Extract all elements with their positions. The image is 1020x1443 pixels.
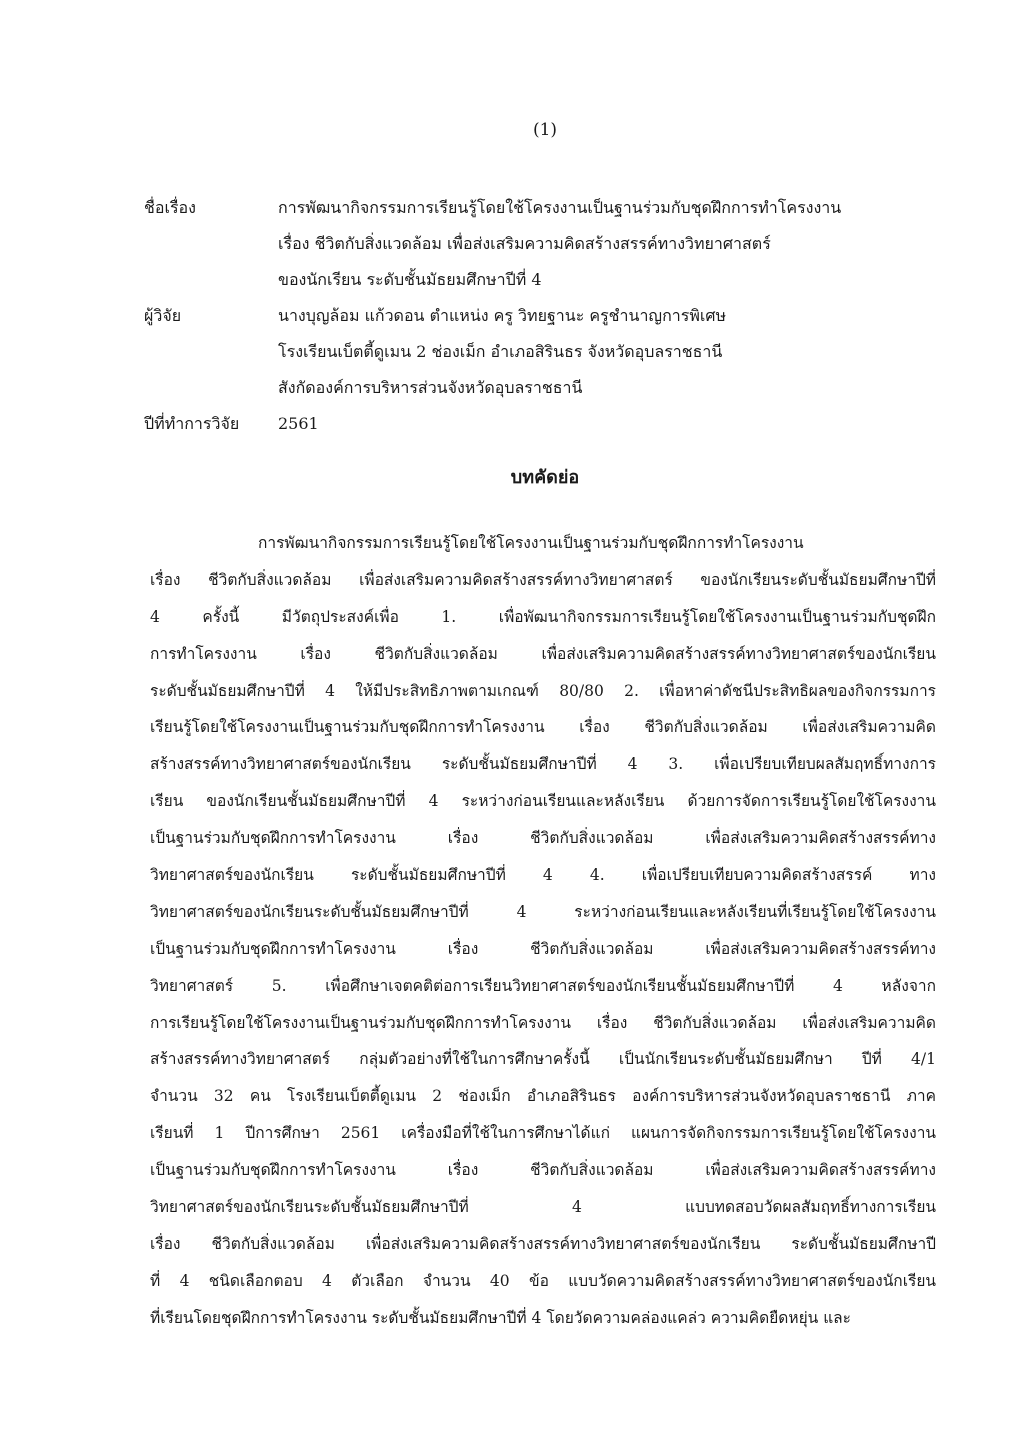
researcher-label: ผู้วิจัย xyxy=(144,306,182,325)
abstract-line: วิทยาศาสตร์ของนักเรียน ระดับชั้นมัธยมศึกษาปีที่ 4 4. เพื่อเปรียบเทียบความคิดสร้างสรรค์ ทาง xyxy=(150,866,936,885)
abstract-line: วิทยาศาสตร์ 5. เพื่อศึกษาเจตคติต่อการเรียนวิทยาศาสตร์ของนักเรียนชั้นมัธยมศึกษาปีที่ 4 หลังจาก xyxy=(150,976,936,995)
abstract-line: เรียนรู้โดยใช้โครงงานเป็นฐานร่วมกับชุดฝึกการทำโครงงาน เรื่อง ชีวิตกับสิ่งแวดล้อม เพื่อส่งเสริมความคิด xyxy=(150,718,936,737)
document-metadata xyxy=(144,190,944,442)
title-line: การพัฒนากิจกรรมการเรียนรู้โดยใช้โครงงานเป็นฐานร่วมกับชุดฝึกการทำโครงงาน xyxy=(278,198,842,217)
researcher-row xyxy=(144,298,944,406)
title-line: ของนักเรียน ระดับชั้นมัธยมศึกษาปีที่ 4 xyxy=(278,270,542,289)
abstract-line: การทำโครงงาน เรื่อง ชีวิตกับสิ่งแวดล้อม เพื่อส่งเสริมความคิดสร้างสรรค์ทางวิทยาศาสตร์ของนักเรียน xyxy=(150,644,936,663)
abstract-line: จำนวน 32 คน โรงเรียนเบ็ตตี้ดูเมน 2 ช่องเม็ก อำเภอสิรินธร องค์การบริหารส่วนจังหวัดอุบลราชธานี ภาค xyxy=(150,1087,936,1106)
abstract-line: การเรียนรู้โดยใช้โครงงานเป็นฐานร่วมกับชุดฝึกการทำโครงงาน เรื่อง ชีวิตกับสิ่งแวดล้อม เพื่อส่งเสริมความคิด xyxy=(150,1013,936,1032)
year-label: ปีที่ทำการวิจัย xyxy=(144,414,240,433)
year-row xyxy=(144,406,944,442)
abstract-line: สร้างสรรค์ทางวิทยาศาสตร์ของนักเรียน ระดับชั้นมัธยมศึกษาปีที่ 4 3. เพื่อเปรียบเทียบผลสัมฤทธิ์ทางการ xyxy=(150,755,936,774)
abstract-line: ที่ 4 ชนิดเลือกตอบ 4 ตัวเลือก จำนวน 40 ข้อ แบบวัดความคิดสร้างสรรค์ทางวิทยาศาสตร์ของนักเรียน xyxy=(150,1271,936,1290)
year-line: 2561 xyxy=(278,414,319,433)
year-value xyxy=(278,406,944,442)
abstract-line: การพัฒนากิจกรรมการเรียนรู้โดยใช้โครงงานเป็นฐานร่วมกับชุดฝึกการทำโครงงาน xyxy=(258,534,804,552)
title-value xyxy=(278,190,944,298)
abstract-line: สร้างสรรค์ทางวิทยาศาสตร์ กลุ่มตัวอย่างที่ใช้ในการศึกษาครั้งนี้ เป็นนักเรียนระดับชั้นมัธยมศึกษา ปีที่ 4/1 xyxy=(150,1050,936,1069)
abstract-line: ที่เรียนโดยชุดฝึกการทำโครงงาน ระดับชั้นมัธยมศึกษาปีที่ 4 โดยวัดความคล่องแคล่ว ความคิดยืดหยุ่น และ xyxy=(150,1308,852,1327)
abstract-line: เรื่อง ชีวิตกับสิ่งแวดล้อม เพื่อส่งเสริมความคิดสร้างสรรค์ทางวิทยาศาสตร์ ของนักเรียนระดับชั้นมัธยมศึกษาปีที่ xyxy=(150,570,936,589)
abstract-line: วิทยาศาสตร์ของนักเรียนระดับชั้นมัธยมศึกษาปีที่ 4 แบบทดสอบวัดผลสัมฤทธิ์ทางการเรียน xyxy=(150,1198,936,1217)
abstract-line: วิทยาศาสตร์ของนักเรียนระดับชั้นมัธยมศึกษาปีที่ 4 ระหว่างก่อนเรียนและหลังเรียนที่เรียนรู้โดยใช้โครงงาน xyxy=(150,902,936,921)
abstract-line: เรียน ของนักเรียนชั้นมัธยมศึกษาปีที่ 4 ระหว่างก่อนเรียนและหลังเรียน ด้วยการจัดการเรียนรู้โดยใช้โครงงาน xyxy=(150,792,936,811)
researcher-line: สังกัดองค์การบริหารส่วนจังหวัดอุบลราชธานี xyxy=(278,378,583,397)
researcher-line: นางบุญล้อม แก้วดอน ตำแหน่ง ครู วิทยฐานะ ครูชำนาญการพิเศษ xyxy=(278,306,727,325)
researcher-line: โรงเรียนเบ็ตตี้ดูเมน 2 ช่องเม็ก อำเภอสิรินธร จังหวัดอุบลราชธานี xyxy=(278,342,723,361)
researcher-value xyxy=(278,298,944,406)
abstract-line: เรียนที่ 1 ปีการศึกษา 2561 เครื่องมือที่ใช้ในการศึกษาได้แก่ แผนการจัดกิจกรรมการเรียนรู้โดยใช้โครงงาน xyxy=(150,1124,936,1143)
abstract-line: 4 ครั้งนี้ มีวัตถุประสงค์เพื่อ 1. เพื่อพัฒนากิจกรรมการเรียนรู้โดยใช้โครงงานเป็นฐานร่วมกับชุดฝึก xyxy=(150,607,936,626)
abstract-body xyxy=(150,525,936,1337)
page-number: (1) xyxy=(532,120,558,140)
abstract-line: เรื่อง ชีวิตกับสิ่งแวดล้อม เพื่อส่งเสริมความคิดสร้างสรรค์ทางวิทยาศาสตร์ของนักเรียน ระดับชั้นมัธยมศึกษาปี xyxy=(150,1234,936,1253)
abstract-line: เป็นฐานร่วมกับชุดฝึกการทำโครงงาน เรื่อง ชีวิตกับสิ่งแวดล้อม เพื่อส่งเสริมความคิดสร้างสรรค์ทาง xyxy=(150,829,936,848)
title-row xyxy=(144,190,944,298)
title-line: เรื่อง ชีวิตกับสิ่งแวดล้อม เพื่อส่งเสริมความคิดสร้างสรรค์ทางวิทยาศาสตร์ xyxy=(278,234,771,253)
abstract-line: เป็นฐานร่วมกับชุดฝึกการทำโครงงาน เรื่อง ชีวิตกับสิ่งแวดล้อม เพื่อส่งเสริมความคิดสร้างสรรค์ทาง xyxy=(150,939,936,958)
title-label: ชื่อเรื่อง xyxy=(144,198,196,217)
abstract-line: ระดับชั้นมัธยมศึกษาปีที่ 4 ให้มีประสิทธิภาพตามเกณฑ์ 80/80 2. เพื่อหาค่าดัชนีประสิทธิผลของกิจกรรมการ xyxy=(150,681,936,700)
abstract-line: เป็นฐานร่วมกับชุดฝึกการทำโครงงาน เรื่อง ชีวิตกับสิ่งแวดล้อม เพื่อส่งเสริมความคิดสร้างสรรค์ทาง xyxy=(150,1161,936,1180)
abstract-heading: บทคัดย่อ xyxy=(510,467,580,488)
